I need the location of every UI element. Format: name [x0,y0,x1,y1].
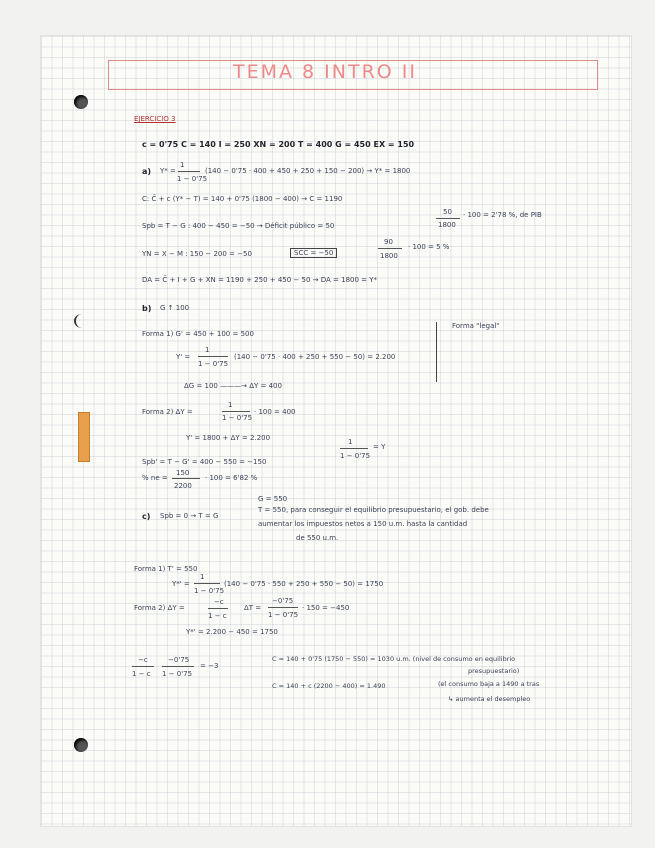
page-marker-tab [78,412,90,462]
fraction-den: 1800 [438,221,456,229]
text-line: Y' = 1800 + ΔY = 2.200 [186,434,271,442]
text-line: YN = X − M : 150 − 200 = −50 [142,250,252,258]
fraction-num: −c [138,656,148,664]
fraction-den: 1 − 0'75 [222,414,253,422]
text-line: (el consumo baja a 1490 a tras [438,680,540,688]
text-line: Forma 2) ΔY = [142,408,193,416]
text-line: · 100 = 400 [254,408,296,416]
fraction-den: 1 − 0'75 [177,175,208,183]
fraction-bar [172,478,200,479]
binder-ring [74,314,90,328]
fraction-den: 1 − 0'75 [340,452,371,460]
fraction-num: 90 [384,238,393,246]
data-line: c = 0'75 C = 140 I = 250 XN = 200 T = 400 G = 450 EX = 150 [142,140,415,149]
fraction-bar [194,583,220,584]
fraction-bar [222,411,250,412]
fraction-num: 1 [348,438,353,446]
fraction-bar [132,666,154,667]
text-line: (140 − 0'75 · 400 + 450 + 250 + 150 − 200) → Y* = 1800 [205,167,411,175]
text-line: (140 − 0'75 · 400 + 250 + 550 − 50) = 2.200 [234,353,396,361]
fraction-bar [268,607,298,608]
text-line: ΔG = 100 ———→ ΔY = 400 [184,382,282,390]
fraction-den: 1800 [380,252,398,260]
text-line: de 550 u.m. [296,534,339,542]
fraction-den: 1 − c [132,670,151,678]
text-line: % ne = [142,474,168,482]
text-line: Forma 2) ΔY = [134,604,185,612]
part-label: c) [142,512,151,521]
exercise-heading: EJERCICIO 3 [134,115,176,123]
fraction-den: 1 − 0'75 [194,587,225,595]
page-title: TEMA 8 INTRO II [233,61,417,83]
text-line: Spb = 0 → T = G [160,512,219,520]
fraction-bar [436,218,460,219]
text-line: (140 − 0'75 · 550 + 250 + 550 − 50) = 1750 [224,580,384,588]
text-line: Y* = [160,167,176,175]
text-line: Forma 1) T' = 550 [134,565,198,573]
fraction-bar [162,666,194,667]
text-line: Y*' = 2.200 − 450 = 1750 [186,628,278,636]
text-line: · 100 = 6'82 % [205,474,258,482]
text-line: C = 140 + c (2200 − 400) = 1.490 [272,682,386,690]
text-line: · 150 = −450 [302,604,350,612]
text-line: Spb = T − G : 400 − 450 = −50 → Déficit público = 50 [142,222,335,230]
fraction-bar [198,356,228,357]
fraction-den: 1 − 0'75 [198,360,229,368]
text-line: presupuestario) [468,667,520,675]
fraction-num: 1 [180,161,185,169]
text-line: G ↑ 100 [160,304,190,312]
binder-hole [74,738,88,752]
fraction-num: 50 [443,208,452,216]
text-line: ΔT = [244,604,262,612]
text-line: C = 140 + 0'75 (1750 − 550) = 1030 u.m. (nivel de consumo en equilibrio [272,655,516,663]
boxed-result: SCC = −50 [290,248,337,258]
text-line: Forma 1) G' = 450 + 100 = 500 [142,330,254,338]
binder-hole [74,95,88,109]
fraction-num: 1 [205,346,210,354]
text-line: Y*' = [172,580,190,588]
title-box [108,60,598,90]
fraction-num: 1 [200,573,205,581]
fraction-num: −c [214,598,224,606]
text-line: DA = C̄ + I + G + XN = 1190 + 250 + 450 − 50 → DA = 1800 = Y* [142,276,378,284]
fraction-den: 1 − c [208,612,227,620]
fraction-num: −0'75 [272,597,294,605]
part-label: b) [142,304,152,313]
fraction-bar [340,448,368,449]
text-line: Y' = [176,353,191,361]
text-line: = Y [373,443,386,451]
text-line: aumentar los impuestos netos a 150 u.m. hasta la cantidad [258,520,468,528]
fraction-den: 1 − 0'75 [162,670,193,678]
text-line: T = 550, para conseguir el equilibrio presupuestario, el gob. debe [258,506,489,514]
text-line: = −3 [200,662,219,670]
fraction-den: 1 − 0'75 [268,611,299,619]
margin-note: Forma "legal" [452,322,500,330]
text-line: Spb' = T − G' = 400 − 550 = −150 [142,458,267,466]
fraction-den: 2200 [174,482,192,490]
part-label: a) [142,167,152,176]
text-line: C: C̄ + c (Y* − T) = 140 + 0'75 (1800 − 400) → C = 1190 [142,195,343,203]
fraction-num: 150 [176,469,190,477]
fraction-bar [178,171,200,172]
notebook-sheet [40,35,632,827]
fraction-bar [208,608,228,609]
text-line: · 100 = 2'78 %, de PIB [463,211,542,219]
text-line: ↳ aumenta el desempleo [448,695,531,703]
text-line: G = 550 [258,495,288,503]
bracket [436,322,442,382]
fraction-num: −0'75 [168,656,190,664]
fraction-num: 1 [228,401,233,409]
fraction-bar [378,248,402,249]
text-line: · 100 = 5 % [408,243,450,251]
